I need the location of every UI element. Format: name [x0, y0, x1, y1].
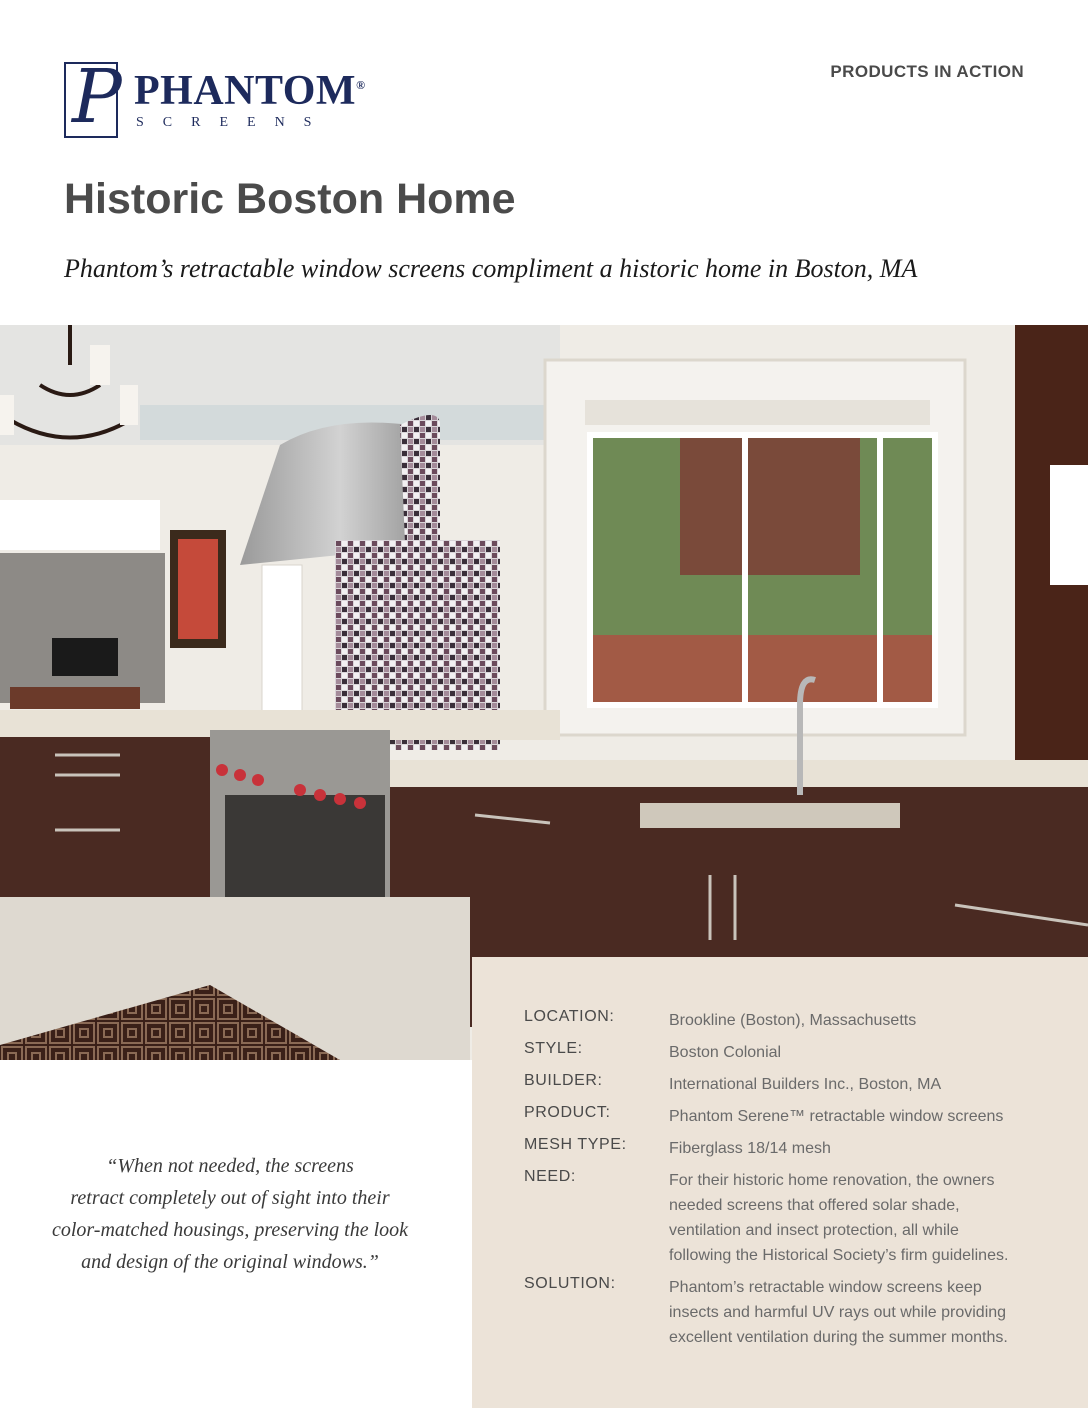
testimonial-quote: [40, 1150, 420, 1278]
brand-name: PHANTOM®: [134, 68, 366, 114]
spec-value: International Builders Inc., Boston, MA: [669, 1076, 942, 1093]
kitchen-photo: [0, 325, 1088, 1060]
page-subtitle: Phantom’s retractable window screens compliment a historic home in Boston, MA: [64, 254, 918, 283]
phantom-screens-logo: [64, 54, 366, 142]
project-specs-panel: [472, 957, 1088, 1408]
spec-value: Fiberglass 18/14 mesh: [669, 1140, 831, 1157]
quote-line: color-matched housings, preserving the look: [51, 1219, 408, 1241]
spec-value: Phantom Serene™ retractable window screens: [669, 1108, 1004, 1125]
logo-letter: P: [72, 54, 122, 140]
spec-value: For their historic home renovation, the owners needed screens that offered solar shade, ventilation and insect protection, all while following the Historical Society’s firm guidelines.: [669, 1172, 1009, 1264]
quote-line: “When not needed, the screens: [106, 1155, 354, 1177]
logo-mark: [64, 54, 122, 140]
spec-label: NEED:: [524, 1168, 576, 1185]
section-tag: PRODUCTS IN ACTION: [830, 62, 1024, 81]
spec-value: Boston Colonial: [669, 1044, 782, 1061]
spec-label: SOLUTION:: [524, 1275, 616, 1292]
quote-line: and design of the original windows.”: [81, 1251, 379, 1273]
spec-label: PRODUCT:: [524, 1104, 611, 1121]
spec-label: MESH TYPE:: [524, 1136, 627, 1153]
spec-value: Brookline (Boston), Massachusetts: [669, 1012, 917, 1029]
spec-label: STYLE:: [524, 1040, 583, 1057]
spec-label: BUILDER:: [524, 1072, 603, 1089]
quote-line: retract completely out of sight into their: [70, 1187, 390, 1209]
spec-value: Phantom’s retractable window screens keep insects and harmful UV rays out while providing excellent ventilation during the summer months.: [669, 1279, 1008, 1346]
registered-mark: ®: [356, 78, 366, 92]
page-title: Historic Boston Home: [64, 175, 516, 223]
spec-label: LOCATION:: [524, 1008, 615, 1025]
brand-subname: SCREENS: [136, 115, 331, 130]
